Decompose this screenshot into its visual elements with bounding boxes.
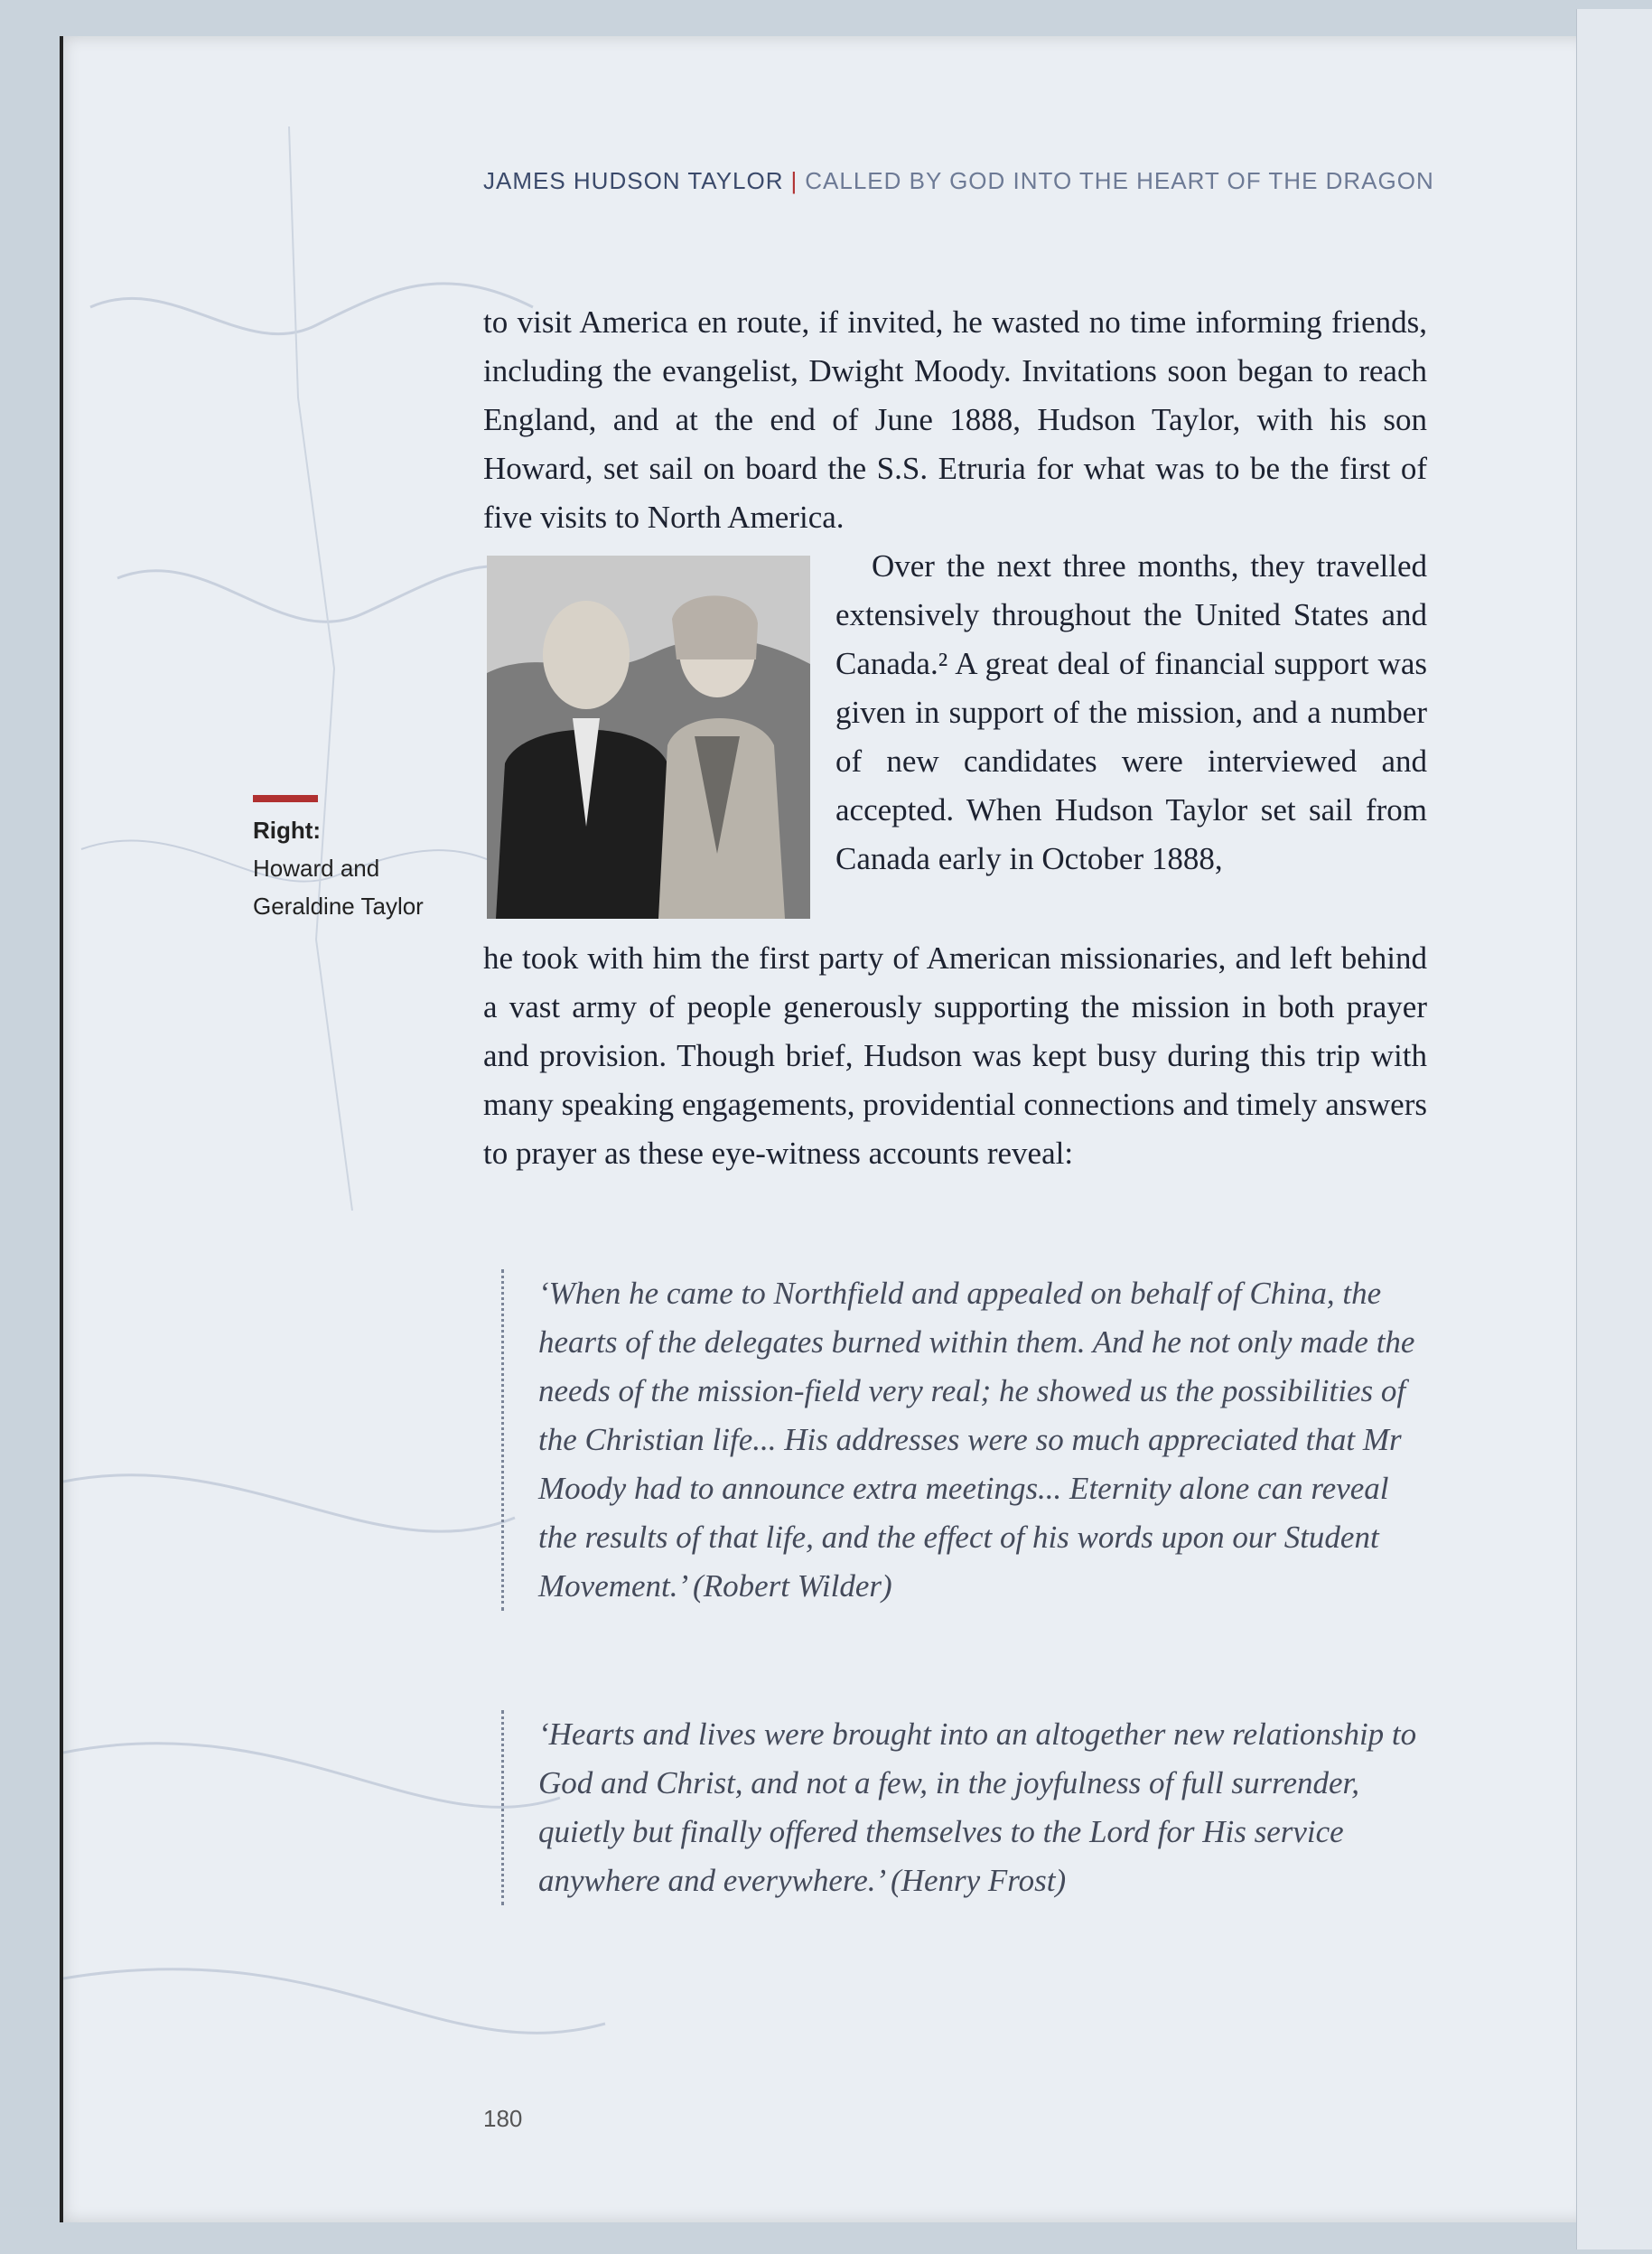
photo-howard-and-geraldine-taylor <box>487 556 810 919</box>
photo-caption <box>253 795 461 925</box>
header-subtitle: CALLED BY GOD INTO THE HEART OF THE DRAGON <box>805 167 1434 194</box>
caption-text: Howard and Geraldine Taylor <box>253 855 424 920</box>
paragraph-1: to visit America en route, if invited, he wasted no time informing friends, including the evangelist, Dwight Moody. Invitations soon began to reach England, and at the end of June 1888, Hudson Taylor, with his son Howard, set sail on board the S.S. Etruria for what was to be the first of five visits to North America. <box>483 304 1427 535</box>
facing-page-edge <box>1576 9 1652 2249</box>
page-number: 180 <box>483 2105 523 2132</box>
header-title: JAMES HUDSON TAYLOR <box>483 167 784 194</box>
paragraph-2: Over the next three months, they travelled extensively throughout the United States and Canada.² A great deal of financial support was given in support of the mission, and a number of new candidates were interviewed and accepted. When Hudson Taylor set sail from Canada early in October 1888, <box>835 548 1427 876</box>
caption-accent-bar <box>253 795 318 802</box>
caption-lead: Right: <box>253 817 322 844</box>
header-separator: | <box>790 167 798 194</box>
paragraph-3: he took with him the first party of American missionaries, and left behind a vast army of people generously supporting the mission in both prayer and provision. Though brief, Hudson was kept busy during this trip with many speaking engagements, providential connections and timely answers to prayer as these eye-witness accounts reveal: <box>483 940 1427 1171</box>
running-header <box>483 167 1434 195</box>
quote-robert-wilder: ‘When he came to Northfield and appealed on behalf of China, the hearts of the delegates burned within them. And he not only made the needs of the mission-field very real; he showed us the possibilities of the Christian life... His addresses were so much appreciated that Mr Moody had to announce extra meetings... Eternity alone can reveal the results of that life, and the effect of his words upon our Student Movement.’ (Robert Wilder) <box>501 1269 1423 1611</box>
photo-image <box>487 556 810 919</box>
quote-henry-frost: ‘Hearts and lives were brought into an altogether new relationship to God and Christ, and not a few, in the joyfulness of full surrender, quietly but finally offered themselves to the Lord for His service anywhere and everywhere.’ (Henry Frost) <box>501 1710 1423 1905</box>
